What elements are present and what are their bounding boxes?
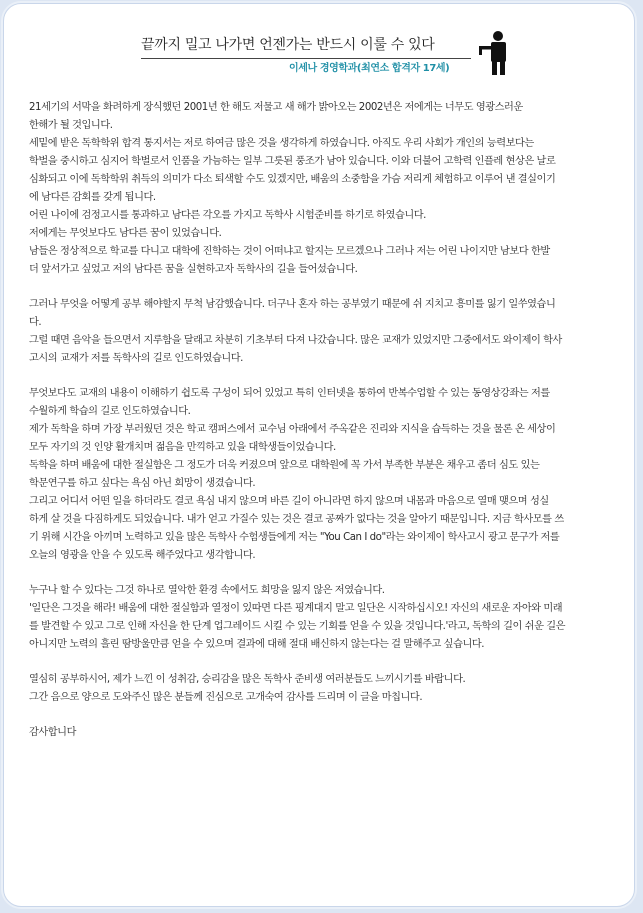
article-frame	[3, 3, 635, 907]
text-line: 한해가 될 것입니다.	[29, 120, 113, 131]
text-line: 학벌을 중시하고 심지어 학벌로서 인품을 가늠하는 일부 그릇된 풍조가 남아 있습니다. 이와 더불어 고학력 인플레 현상은 날로	[29, 156, 556, 167]
text-line: 무엇보다도 교재의 내용이 이해하기 쉽도록 구성이 되어 있었고 특히 인터넷을 통하여 반복수업할 수 있는 동영상강좌는 저를	[29, 388, 550, 399]
text-line: 고시의 교재가 저를 독학사의 길로 인도하였습니다.	[29, 353, 243, 364]
paragraph-1	[29, 99, 624, 279]
text-line: '일단은 그것을 해라! 배움에 대한 절실함과 열정이 있따면 다른 핑계대지 말고 일단은 시작하십시오! 자신의 새로운 자아와 미래	[29, 603, 563, 614]
article-headline: 끝까지 밀고 나가면 언젠가는 반드시 이룰 수 있다	[141, 34, 471, 59]
paragraph-2	[29, 296, 624, 368]
text-line: 어린 나이에 검정고시를 통과하고 남다른 각오를 가지고 독학사 시험준비를 하기로 하였습니다.	[29, 210, 426, 221]
text-line: 남들은 정상적으로 학교를 다니고 대학에 진학하는 것이 어떠냐고 할지는 모르겠으나 그러나 저는 어린 나이지만 남보다 한발	[29, 246, 550, 257]
paragraph-5	[29, 671, 624, 707]
text-line: 아니지만 노력의 흘린 땀방울만큼 얻을 수 있으며 결과에 대해 절대 배신하지 않는다는 걸 말해주고 싶습니다.	[29, 639, 485, 650]
paragraph-4	[29, 582, 624, 654]
person-standing-icon	[475, 30, 515, 76]
text-line: 21세기의 서막을 화려하게 장식했던 2001년 한 해도 저물고 새 해가 밝아오는 2002년은 저에게는 너무도 영광스러운	[29, 102, 523, 113]
article-body	[29, 99, 624, 759]
article-header	[4, 26, 634, 86]
text-line: 열심히 공부하시어, 제가 느낀 이 성취감, 승리감을 많은 독학사 준비생 여러분들도 느끼시기를 바랍니다.	[29, 674, 466, 685]
text-line: 다.	[29, 317, 42, 328]
text-line: 제가 독학을 하며 가장 부러웠던 것은 학교 캠퍼스에서 교수님 아래에서 주옥같은 진리와 지식을 습득하는 것을 물론 온 세상이	[29, 424, 556, 435]
text-line: 학문연구를 하고 싶다는 욕심 아닌 희망이 생겼습니다.	[29, 478, 256, 489]
text-line: 그럴 때면 음악을 들으면서 지루함을 달래고 차분히 기초부터 다져 나갔습니다. 많은 교재가 있었지만 그중에서도 와이제이 학사	[29, 335, 562, 346]
text-line: 를 발견할 수 있고 그로 인해 자신을 한 단계 업그레이드 시킬 수 있는 기회를 얻을 수 있을 것입니다.'라고, 독학의 길이 쉬운 길은	[29, 621, 566, 632]
text-line: 모두 자기의 것 인양 활개치며 젊음을 만끽하고 있을 대학생들이었습니다.	[29, 442, 336, 453]
author-byline: 이세나 경영학과(최연소 합격자 17세)	[289, 63, 450, 74]
text-line: 누구나 할 수 있다는 그것 하나로 열악한 환경 속에서도 희망을 잃지 않은 저였습니다.	[29, 585, 385, 596]
text-line: 그러나 무엇을 어떻게 공부 해야할지 무척 남감했습니다. 더구나 혼자 하는 공부였기 때문에 쉬 지치고 흥미를 잃기 일쑤였습니	[29, 299, 556, 310]
text-line: 에 남다른 감회를 갖게 됩니다.	[29, 192, 156, 203]
text-line: 그리고 어디서 어떤 일을 하더라도 결코 욕심 내지 않으며 바른 길이 아니라면 하지 않으며 내몸과 마음으로 열매 맺으며 성실	[29, 496, 549, 507]
text-line: 그간 음으로 양으로 도와주신 많은 분들께 진심으로 고개숙여 감사를 드리며 이 글을 마칩니다.	[29, 692, 423, 703]
text-line: 저에게는 무엇보다도 남다른 꿈이 있었습니다.	[29, 228, 222, 239]
text-line: 수월하게 학습의 길로 인도하였습니다.	[29, 406, 191, 417]
text-line: 독학을 하며 배움에 대한 절실함은 그 정도가 더욱 커졌으며 앞으로 대학원에 꼭 가서 부족한 부분은 채우고 좀더 심도 있는	[29, 460, 540, 471]
paragraph-closing	[29, 724, 624, 742]
text-line: 감사합니다	[29, 727, 76, 738]
text-line: 더 앞서가고 싶었고 저의 남다른 꿈을 실현하고자 독학사의 길을 들어섰습니다.	[29, 264, 358, 275]
text-line: 세밑에 받은 독학학위 합격 통지서는 저로 하여금 많은 것을 생각하게 하였습니다. 아직도 우리 사회가 개인의 능력보다는	[29, 138, 534, 149]
text-line: 오늘의 영광을 안을 수 있도록 해주었다고 생각합니다.	[29, 550, 256, 561]
text-line: 하게 살 것을 다짐하게도 되었습니다. 내가 얻고 가질수 있는 것은 결코 공짜가 없다는 것을 알아기 때문입니다. 지금 학사모를 쓰	[29, 514, 564, 525]
paragraph-3	[29, 385, 624, 565]
text-line: 심화되고 이에 독학학위 취득의 의미가 다소 퇴색할 수도 있겠지만, 배움의 소중함을 가슴 저리게 체험하고 이루어 낸 결실이기	[29, 174, 556, 185]
text-line: 기 위해 시간을 아끼며 노력하고 있을 많은 독학사 수험생들에게 저는 "You Can I do"라는 와이제이 학사고시 광고 문구가 저를	[29, 532, 560, 543]
